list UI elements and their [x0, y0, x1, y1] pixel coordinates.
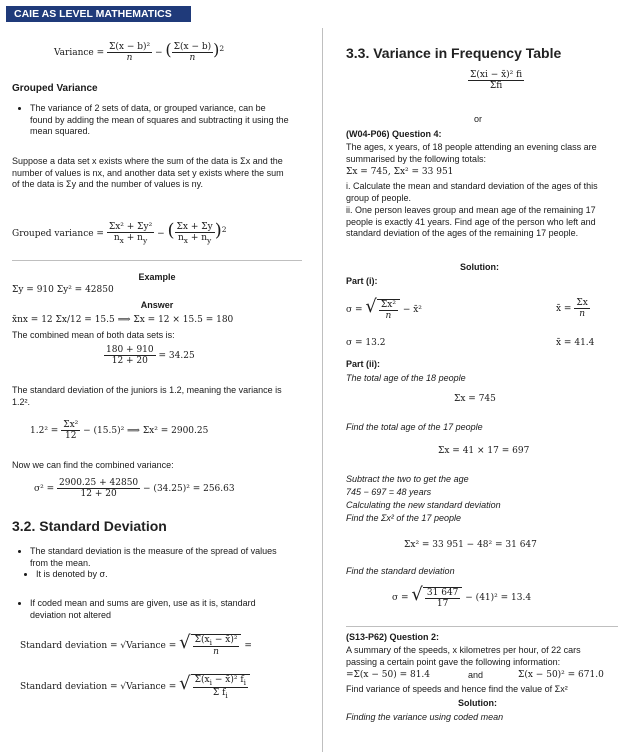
total-18: Σx = 745	[454, 394, 496, 404]
q2-text: A summary of the speeds, x kilometres per hour, of 22 cars passing a certain point gave the following information:	[346, 645, 581, 667]
right-column	[346, 28, 618, 752]
freq-denominator: Σfi	[489, 81, 503, 91]
example-divider	[12, 260, 302, 261]
grouped-label: Grouped variance =	[12, 229, 104, 239]
sd17-right: − (41)² = 13.4	[465, 593, 532, 603]
eq1-right: − (15.5)² ⟹ Σx² = 2900.25	[83, 426, 209, 436]
total-18-text: The total age of the 18 people	[346, 373, 466, 383]
q2-find: Find variance of speeds and hence find the value of Σx²	[346, 684, 568, 694]
sigma-left: σ =	[346, 305, 363, 315]
find-sum-text: Find the Σx² of the 17 people	[346, 513, 461, 523]
sd-bullets	[12, 546, 292, 581]
equation-1	[30, 420, 208, 441]
sumsq-17: Σx² = 33 951 − 48² = 31 647	[404, 540, 537, 550]
mean-numerator: 180 + 910	[106, 345, 154, 355]
subtract-text: Subtract the two to get the age	[346, 474, 469, 484]
section-header: CAIE AS LEVEL MATHEMATICS	[6, 6, 191, 22]
q2-solution-label: Solution:	[458, 698, 497, 708]
q4-solution-label: Solution:	[460, 262, 499, 272]
xbar-result: x̄ = 41.4	[556, 338, 595, 348]
eq2-denominator: 12 + 20	[80, 489, 117, 499]
sd-heading: 3.2. Standard Deviation	[12, 518, 167, 534]
xbar-left: x̄ =	[556, 304, 572, 314]
equation-2	[34, 478, 235, 499]
q4-part-ii: ii. One person leaves group and mean age of the remaining 17 people is exactly 41 years. Find age of the person who left and standard deviation of the ages of the remaining 17 people.	[346, 205, 596, 238]
combined-mean-text: The combined mean of both data sets is:	[12, 330, 175, 340]
freq-numerator: Σ(xi − x̄)² fi	[470, 70, 523, 80]
answer-heading: Answer	[140, 300, 174, 310]
now-text: Now we can find the combined variance:	[12, 460, 174, 470]
freq-table-heading: 3.3. Variance in Frequency Table	[346, 45, 562, 61]
q2-coded-text: Finding the variance using coded mean	[346, 712, 504, 722]
mean-result: = 34.25	[158, 351, 195, 361]
find-sd-text: Find the standard deviation	[346, 566, 455, 576]
sd-label-2: Standard deviation = √Variance =	[20, 682, 177, 692]
sd17-left: σ =	[392, 593, 409, 603]
sd-bullet-2-block	[12, 598, 292, 621]
part-ii-label: Part (ii):	[346, 359, 381, 369]
answer-line: x̄nx = 12 Σx/12 = 15.5 ⟹ Σx = 12 × 15.5 = 180	[12, 315, 234, 325]
q4-totals: Σx = 745, Σx² = 33 951	[346, 167, 454, 177]
sigma-result: σ = 13.2	[346, 338, 386, 348]
q4-title: (W04-P06) Question 4:	[346, 129, 442, 139]
q2-sum-2: Σ(x − 50)² = 671.0	[518, 670, 604, 680]
eq1-denominator: 12	[65, 431, 77, 441]
freq-variance-formula	[468, 70, 524, 91]
eq2-left: σ² =	[34, 484, 55, 494]
eq1-numerator: Σx²	[63, 420, 79, 430]
left-column	[12, 28, 302, 752]
sd-label-1: Standard deviation = √Variance =	[20, 641, 177, 651]
mean-equation	[104, 345, 195, 366]
sd-sub-bullet: • It is denoted by σ.	[36, 569, 292, 581]
sd-formula-2: Standard deviation = √Variance = √ $\frac{\Sigma(x_i - x̄)^2 f_i}{\Sigma f_i}$	[20, 673, 250, 699]
sd17-denominator: 17	[436, 598, 449, 609]
grouped-bullet-text: • The variance of 2 sets of data, or grouped variance, can be found by adding the mean of squares and subtracting it using the mean squared.	[30, 103, 290, 138]
xbar-formula: x̄ = $\frac{\Sigma x}{n}$	[556, 298, 588, 319]
sd-juniors-text: The standard deviation of the juniors is 1.2, meaning the variance is 1.2².	[12, 385, 282, 407]
total-17-text: Find the total age of the 17 people	[346, 422, 483, 432]
grouped-variance-heading: Grouped Variance	[12, 83, 98, 94]
sd17-formula: σ = √ $\frac{31 647}{17}$ − (41)² = 13.4	[392, 584, 532, 609]
q2-sum-1: =Σ(x − 50) = 81.4	[346, 670, 431, 680]
mean-denominator: 12 + 20	[111, 356, 148, 366]
grouped-bullet	[12, 103, 290, 138]
calc-text: Calculating the new standard deviation	[346, 500, 501, 510]
example-line: Σy = 910 Σy² = 42850	[12, 285, 114, 295]
q4-part-i: i. Calculate the mean and standard deviation of the ages of this group of people.	[346, 181, 598, 203]
grouped-variance-formula: Grouped variance = $\frac{\text{Σx² + Σy²}}{n_x + n_y}$ − ( $\frac{\Sigma x + \Sigma y}{n_x + n_y}$ )$^2$	[12, 220, 227, 245]
column-divider	[322, 28, 323, 752]
sd-formula-1: Standard deviation = √Variance = √ $\frac{\Sigma(x_i - x̄)^2}{n}$ =	[20, 632, 252, 658]
or-text: or	[474, 114, 483, 124]
eq1-left: 1.2² =	[30, 426, 59, 436]
total-17: Σx = 41 × 17 = 697	[438, 446, 530, 456]
subtract-line: 745 − 697 = 48 years	[346, 487, 432, 497]
example-heading: Example	[138, 272, 176, 282]
q2-title: (S13-P62) Question 2:	[346, 632, 440, 642]
part-i-label: Part (i):	[346, 276, 378, 286]
sd-bullet-2: • If coded mean and sums are given, use as it is, standard deviation not altered	[30, 598, 292, 621]
q2-divider	[346, 626, 618, 627]
q2-and: and	[468, 670, 484, 680]
sd17-numerator: 31 647	[426, 587, 459, 598]
variance-label: Variance =	[54, 48, 105, 58]
variance-formula: Variance = $\frac{\text{Σ(x − b)²}}{n}$ − ( $\frac{\Sigma(x - b)}{n}$ )$^2$	[54, 40, 225, 63]
q4-text: The ages, x years, of 18 people attending an evening class are summarised by the following totals:	[346, 142, 597, 164]
sigma-formula: σ = √ $\frac{\text{Σx²}}{n}$ − x̄²	[346, 296, 422, 321]
sd-bullet-1: • The standard deviation is the measure of the spread of values from the mean.	[30, 546, 292, 569]
suppose-text: Suppose a data set x exists where the sum of the data is Σx and the number of values is nx, and another data set y exists where the sum of the data is Σy and the number of values is ny.	[12, 156, 284, 189]
eq2-right: − (34.25)² = 256.63	[143, 484, 235, 494]
eq2-numerator: 2900.25 + 42850	[59, 478, 139, 488]
